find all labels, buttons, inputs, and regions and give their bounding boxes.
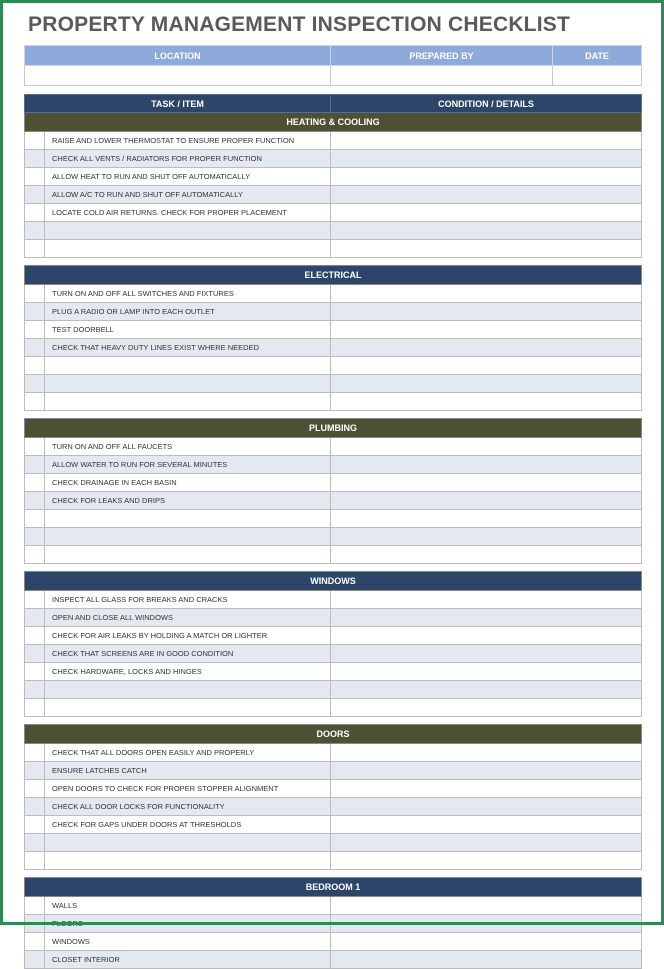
checkbox-cell[interactable]: [25, 528, 45, 546]
section-title: PLUMBING: [25, 419, 642, 438]
task-cell: CHECK THAT SCREENS ARE IN GOOD CONDITION: [45, 645, 331, 663]
table-row: [25, 357, 642, 375]
condition-cell[interactable]: [331, 285, 642, 303]
condition-cell[interactable]: [331, 186, 642, 204]
task-cell: ALLOW A/C TO RUN AND SHUT OFF AUTOMATICALLY: [45, 186, 331, 204]
condition-cell[interactable]: [331, 762, 642, 780]
checkbox-cell[interactable]: [25, 780, 45, 798]
condition-cell[interactable]: [331, 546, 642, 564]
task-cell: RAISE AND LOWER THERMOSTAT TO ENSURE PROPER FUNCTION: [45, 132, 331, 150]
checkbox-cell[interactable]: [25, 168, 45, 186]
location-field[interactable]: [25, 66, 331, 86]
task-cell: [45, 393, 331, 411]
table-row: [25, 591, 642, 609]
checkbox-cell[interactable]: [25, 699, 45, 717]
task-cell: OPEN DOORS TO CHECK FOR PROPER STOPPER ALIGNMENT: [45, 780, 331, 798]
task-cell: [45, 528, 331, 546]
checkbox-cell[interactable]: [25, 474, 45, 492]
condition-cell[interactable]: [331, 816, 642, 834]
checkbox-cell[interactable]: [25, 681, 45, 699]
task-cell: [45, 375, 331, 393]
checkbox-cell[interactable]: [25, 285, 45, 303]
task-cell: [45, 357, 331, 375]
condition-cell[interactable]: [331, 204, 642, 222]
table-row: [25, 528, 642, 546]
table-row: [25, 663, 642, 681]
location-header: LOCATION: [25, 46, 331, 66]
checklist-table: [24, 94, 642, 969]
condition-cell[interactable]: [331, 357, 642, 375]
condition-cell[interactable]: [331, 132, 642, 150]
checkbox-cell[interactable]: [25, 393, 45, 411]
table-row: [25, 474, 642, 492]
condition-cell[interactable]: [331, 492, 642, 510]
table-row: [25, 762, 642, 780]
table-row: [25, 456, 642, 474]
checkbox-cell[interactable]: [25, 339, 45, 357]
task-cell: TURN ON AND OFF ALL SWITCHES AND FIXTURES: [45, 285, 331, 303]
checkbox-cell[interactable]: [25, 933, 45, 951]
table-row: [25, 816, 642, 834]
checkbox-cell[interactable]: [25, 609, 45, 627]
task-cell: [45, 681, 331, 699]
checkbox-cell[interactable]: [25, 744, 45, 762]
task-cell: INSPECT ALL GLASS FOR BREAKS AND CRACKS: [45, 591, 331, 609]
table-row: [25, 186, 642, 204]
task-cell: [45, 546, 331, 564]
checkbox-cell[interactable]: [25, 663, 45, 681]
task-cell: CHECK FOR GAPS UNDER DOORS AT THRESHOLDS: [45, 816, 331, 834]
table-row: [25, 285, 642, 303]
section-spacer: [25, 870, 642, 878]
condition-cell[interactable]: [331, 609, 642, 627]
condition-cell[interactable]: [331, 627, 642, 645]
task-cell: CHECK HARDWARE, LOCKS AND HINGES: [45, 663, 331, 681]
condition-cell[interactable]: [331, 222, 642, 240]
checkbox-cell[interactable]: [25, 915, 45, 933]
condition-cell[interactable]: [331, 933, 642, 951]
condition-cell[interactable]: [331, 645, 642, 663]
table-row: [25, 438, 642, 456]
checkbox-cell[interactable]: [25, 546, 45, 564]
checkbox-cell[interactable]: [25, 438, 45, 456]
table-row: [25, 699, 642, 717]
condition-cell[interactable]: [331, 339, 642, 357]
task-cell: [45, 510, 331, 528]
checkbox-cell[interactable]: [25, 834, 45, 852]
task-cell: [45, 699, 331, 717]
condition-cell[interactable]: [331, 834, 642, 852]
table-row: [25, 609, 642, 627]
task-cell: FLOORS: [45, 915, 331, 933]
section-title: HEATING & COOLING: [25, 113, 642, 132]
table-row: [25, 897, 642, 915]
condition-cell[interactable]: [331, 240, 642, 258]
condition-cell[interactable]: [331, 744, 642, 762]
checkbox-cell[interactable]: [25, 375, 45, 393]
table-row: [25, 222, 642, 240]
task-cell: LOCATE COLD AIR RETURNS. CHECK FOR PROPER PLACEMENT: [45, 204, 331, 222]
table-row: [25, 933, 642, 951]
section-title: ELECTRICAL: [25, 266, 642, 285]
condition-cell[interactable]: [331, 798, 642, 816]
section-title: WINDOWS: [25, 572, 642, 591]
section-header: [25, 725, 642, 744]
checkbox-cell[interactable]: [25, 645, 45, 663]
checkbox-cell[interactable]: [25, 762, 45, 780]
date-header: DATE: [553, 46, 642, 66]
table-row: [25, 375, 642, 393]
task-cell: TURN ON AND OFF ALL FAUCETS: [45, 438, 331, 456]
condition-cell[interactable]: [331, 852, 642, 870]
condition-cell[interactable]: [331, 681, 642, 699]
checkbox-cell[interactable]: [25, 852, 45, 870]
prepared-by-field[interactable]: [331, 66, 553, 86]
checkbox-cell[interactable]: [25, 591, 45, 609]
task-column-header: TASK / ITEM: [25, 95, 331, 113]
condition-cell[interactable]: [331, 663, 642, 681]
table-row: [25, 168, 642, 186]
date-field[interactable]: [553, 66, 642, 86]
condition-cell[interactable]: [331, 699, 642, 717]
section-spacer: [25, 258, 642, 266]
condition-cell[interactable]: [331, 510, 642, 528]
table-row: [25, 798, 642, 816]
condition-cell[interactable]: [331, 168, 642, 186]
table-row: [25, 744, 642, 762]
task-cell: CLOSET INTERIOR: [45, 951, 331, 969]
condition-cell[interactable]: [331, 456, 642, 474]
table-row: [25, 915, 642, 933]
section-header: [25, 113, 642, 132]
condition-cell[interactable]: [331, 321, 642, 339]
condition-cell[interactable]: [331, 780, 642, 798]
checkbox-cell[interactable]: [25, 321, 45, 339]
checkbox-cell[interactable]: [25, 816, 45, 834]
condition-cell[interactable]: [331, 303, 642, 321]
table-row: [25, 681, 642, 699]
checkbox-cell[interactable]: [25, 627, 45, 645]
task-cell: OPEN AND CLOSE ALL WINDOWS: [45, 609, 331, 627]
task-cell: ALLOW WATER TO RUN FOR SEVERAL MINUTES: [45, 456, 331, 474]
table-row: [25, 780, 642, 798]
checkbox-cell[interactable]: [25, 456, 45, 474]
checkbox-cell[interactable]: [25, 186, 45, 204]
task-cell: [45, 222, 331, 240]
condition-cell[interactable]: [331, 150, 642, 168]
task-cell: CHECK ALL VENTS / RADIATORS FOR PROPER FUNCTION: [45, 150, 331, 168]
task-cell: WINDOWS: [45, 933, 331, 951]
condition-cell[interactable]: [331, 528, 642, 546]
table-row: [25, 951, 642, 969]
table-row: [25, 303, 642, 321]
condition-cell[interactable]: [331, 438, 642, 456]
condition-cell[interactable]: [331, 474, 642, 492]
checkbox-cell[interactable]: [25, 240, 45, 258]
task-cell: [45, 852, 331, 870]
prepared-by-header: PREPARED BY: [331, 46, 553, 66]
table-row: [25, 510, 642, 528]
checkbox-cell[interactable]: [25, 798, 45, 816]
task-cell: [45, 834, 331, 852]
condition-cell[interactable]: [331, 915, 642, 933]
table-row: [25, 204, 642, 222]
checkbox-cell[interactable]: [25, 222, 45, 240]
checkbox-cell[interactable]: [25, 204, 45, 222]
checkbox-cell[interactable]: [25, 492, 45, 510]
table-row: [25, 852, 642, 870]
section-header: [25, 419, 642, 438]
section-title: DOORS: [25, 725, 642, 744]
table-row: [25, 492, 642, 510]
task-cell: CHECK FOR LEAKS AND DRIPS: [45, 492, 331, 510]
task-cell: TEST DOORBELL: [45, 321, 331, 339]
checkbox-cell[interactable]: [25, 150, 45, 168]
condition-cell[interactable]: [331, 393, 642, 411]
task-cell: ENSURE LATCHES CATCH: [45, 762, 331, 780]
checkbox-cell[interactable]: [25, 951, 45, 969]
task-cell: [45, 240, 331, 258]
condition-cell[interactable]: [331, 591, 642, 609]
section-title: BEDROOM 1: [25, 878, 642, 897]
table-row: [25, 546, 642, 564]
task-cell: CHECK DRAINAGE IN EACH BASIN: [45, 474, 331, 492]
table-row: [25, 393, 642, 411]
checkbox-cell[interactable]: [25, 510, 45, 528]
table-row: [25, 645, 642, 663]
task-cell: PLUG A RADIO OR LAMP INTO EACH OUTLET: [45, 303, 331, 321]
section-header: [25, 878, 642, 897]
table-row: [25, 339, 642, 357]
task-cell: ALLOW HEAT TO RUN AND SHUT OFF AUTOMATICALLY: [45, 168, 331, 186]
condition-cell[interactable]: [331, 951, 642, 969]
task-cell: CHECK THAT ALL DOORS OPEN EASILY AND PROPERLY: [45, 744, 331, 762]
task-cell: WALLS: [45, 897, 331, 915]
table-row: [25, 150, 642, 168]
checkbox-cell[interactable]: [25, 897, 45, 915]
condition-cell[interactable]: [331, 897, 642, 915]
checkbox-cell[interactable]: [25, 132, 45, 150]
table-row: [25, 834, 642, 852]
section-header: [25, 572, 642, 591]
section-spacer: [25, 411, 642, 419]
task-cell: CHECK ALL DOOR LOCKS FOR FUNCTIONALITY: [45, 798, 331, 816]
task-cell: CHECK FOR AIR LEAKS BY HOLDING A MATCH OR LIGHTER: [45, 627, 331, 645]
table-row: [25, 132, 642, 150]
condition-cell[interactable]: [331, 375, 642, 393]
condition-column-header: CONDITION / DETAILS: [331, 95, 642, 113]
table-row: [25, 240, 642, 258]
checkbox-cell[interactable]: [25, 303, 45, 321]
task-cell: CHECK THAT HEAVY DUTY LINES EXIST WHERE NEEDED: [45, 339, 331, 357]
table-row: [25, 627, 642, 645]
section-spacer: [25, 564, 642, 572]
section-header: [25, 266, 642, 285]
info-table: [24, 45, 642, 86]
table-row: [25, 321, 642, 339]
page-title: PROPERTY MANAGEMENT INSPECTION CHECKLIST: [28, 13, 570, 36]
section-spacer: [25, 717, 642, 725]
checkbox-cell[interactable]: [25, 357, 45, 375]
